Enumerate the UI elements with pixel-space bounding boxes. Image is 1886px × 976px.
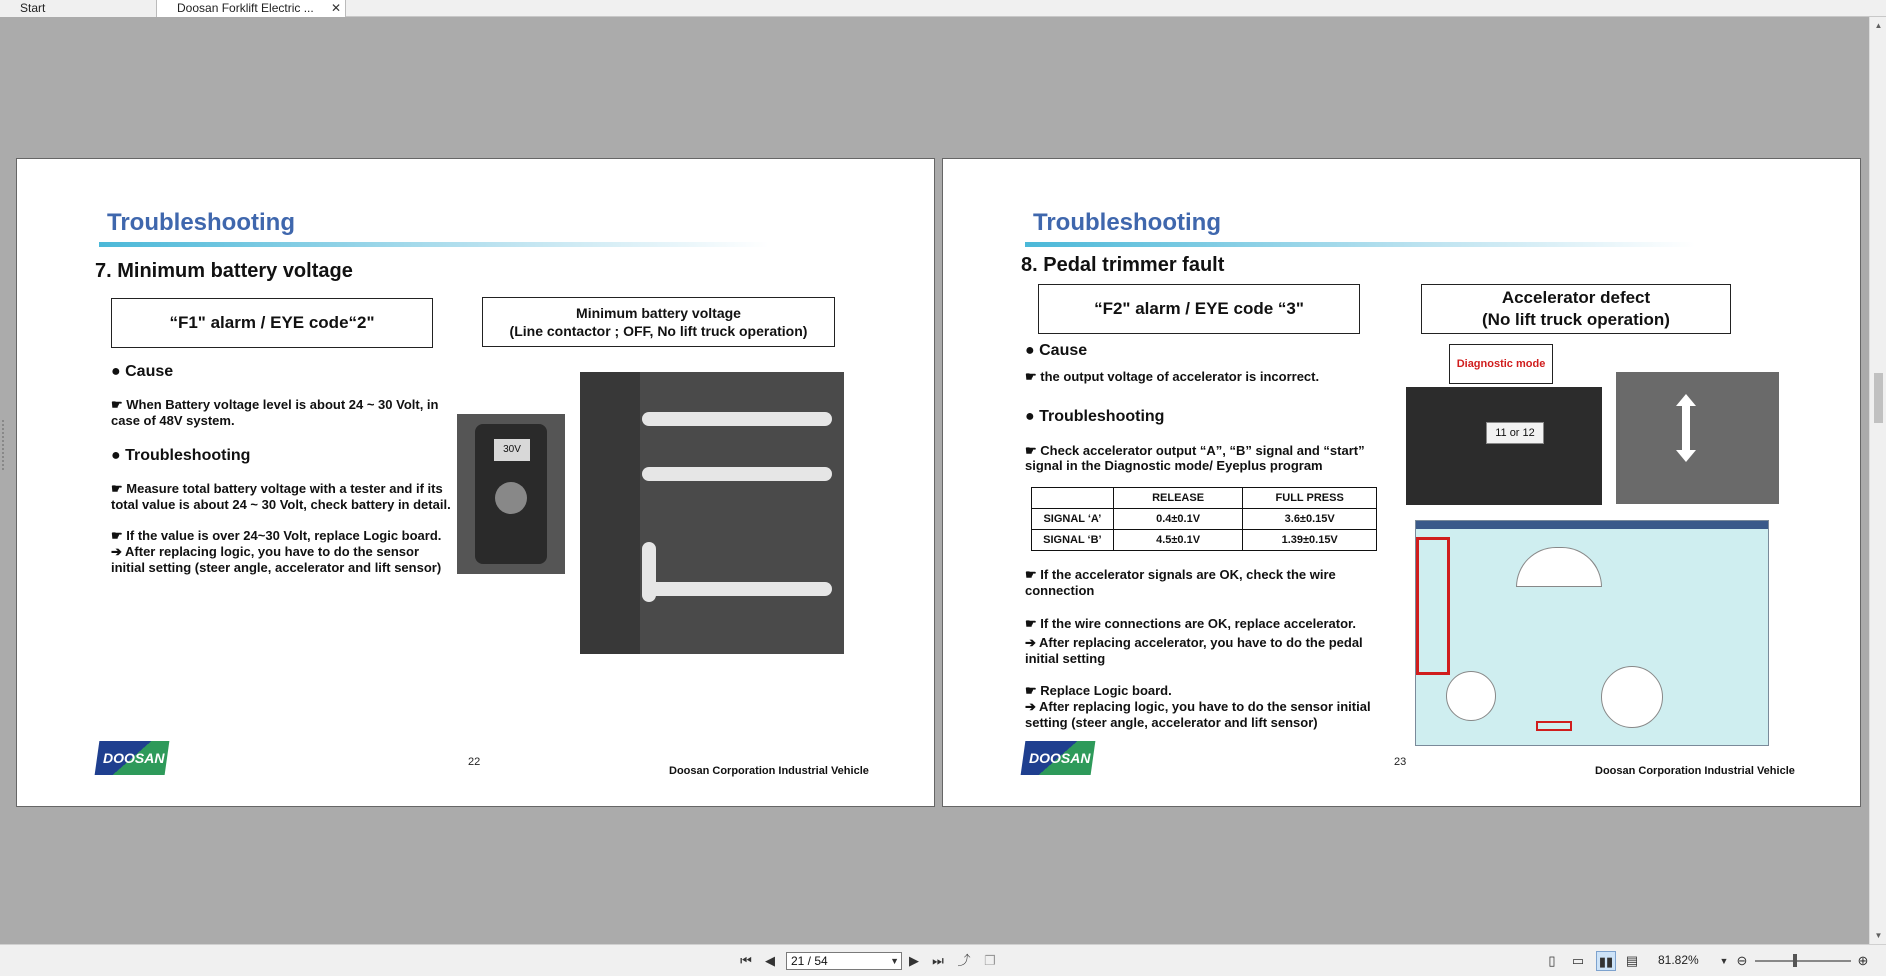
trouble-text-1b: total value is about 24 ~ 30 Volt, check battery in detail.: [111, 497, 451, 512]
rotate-icon[interactable]: ⤴: [957, 953, 971, 968]
signal-table: [1031, 487, 1377, 551]
doosan-logo: DOOSAN: [97, 741, 167, 775]
page-number-input[interactable]: [786, 952, 902, 970]
fault-info-line1: Minimum battery voltage: [576, 305, 741, 321]
trouble-text-1b: signal in the Diagnostic mode/ Eyeplus program: [1025, 458, 1323, 473]
page-indicator-text: 21 / 54: [791, 954, 828, 968]
trouble-text-1a: ☛ Check accelerator output “A”, “B” signal and “start”: [1025, 443, 1365, 458]
fault-info-line2: (No lift truck operation): [1482, 310, 1670, 329]
table-row: [1032, 509, 1377, 530]
battery-photo: [580, 372, 844, 654]
cause-heading: ● Cause: [1025, 342, 1088, 359]
table-cell: 4.5±0.1V: [1113, 530, 1243, 551]
battery-strap: [642, 582, 832, 596]
table-cell: SIGNAL ‘A’: [1032, 509, 1114, 530]
alarm-code-box: [1038, 284, 1360, 334]
copy-icon[interactable]: ❐: [984, 953, 996, 968]
rpm-gauge: [1601, 666, 1663, 728]
next-page-icon[interactable]: ▶: [909, 953, 919, 968]
fault-info-box: [1421, 284, 1731, 334]
fault-info-line1: Accelerator defect: [1501, 288, 1651, 307]
continuous-view-icon[interactable]: ▭: [1571, 953, 1585, 968]
table-cell: 0.4±0.1V: [1113, 509, 1243, 530]
scroll-up-icon[interactable]: ▲: [1874, 21, 1883, 30]
title-underline: [1025, 242, 1695, 247]
table-header-row: [1032, 488, 1377, 509]
trouble-text-2a: ☛ If the value is over 24~30 Volt, replace Logic board.: [111, 528, 442, 543]
table-cell: 1.39±0.15V: [1243, 530, 1377, 551]
battery-strap: [642, 467, 832, 481]
arrow-up-icon: [1676, 394, 1696, 406]
zoom-in-icon[interactable]: ⊕: [1857, 953, 1869, 968]
table-header: FULL PRESS: [1243, 488, 1377, 509]
cause-text-2: case of 48V system.: [111, 413, 235, 428]
multimeter-display: 30V: [494, 439, 530, 461]
tab-start-label: Start: [20, 1, 46, 15]
zoom-level: 81.82%: [1658, 953, 1699, 967]
cause-heading: ● Cause: [111, 363, 174, 380]
splitter-handle[interactable]: [2, 420, 6, 470]
trouble-text-1a: ☛ Measure total battery voltage with a tester and if its: [111, 481, 443, 496]
table-cell: SIGNAL ‘B’: [1032, 530, 1114, 551]
program-titlebar: [1416, 521, 1769, 529]
battery-strap: [642, 412, 832, 426]
battery-shadow: [580, 372, 640, 654]
pedal-arrow-icon: [1682, 402, 1690, 452]
multimeter-dial: [495, 482, 527, 514]
step-text-4b: ➔ After replacing logic, you have to do the sensor initial: [1025, 699, 1371, 714]
page-title: Troubleshooting: [107, 209, 295, 236]
step-text-2a: ☛ If the accelerator signals are OK, check the wire: [1025, 567, 1336, 582]
doosan-logo: DOOSAN: [1023, 741, 1093, 775]
multimeter-photo: [457, 414, 565, 574]
speed-gauge: [1446, 671, 1496, 721]
step-text-3c: initial setting: [1025, 651, 1106, 666]
diagnostic-mode-label: Diagnostic mode: [1449, 344, 1553, 384]
two-page-view-icon[interactable]: ▮▮: [1596, 951, 1616, 971]
table-header: [1032, 488, 1114, 509]
page-number: 22: [468, 756, 481, 768]
trouble-text-2c: initial setting (steer angle, accelerator and lift sensor): [111, 560, 442, 575]
pedal-photo: [1616, 372, 1779, 504]
section-title: 8. Pedal trimmer fault: [1021, 254, 1225, 276]
first-page-icon[interactable]: ⏮: [740, 953, 752, 968]
page-number: 23: [1394, 756, 1407, 768]
close-icon[interactable]: ✕: [330, 1, 341, 15]
previous-page-icon[interactable]: ◀: [765, 953, 775, 968]
fault-info-box: [482, 297, 835, 347]
vertical-scrollbar[interactable]: [1869, 17, 1886, 944]
zoom-dropdown-icon[interactable]: ▼: [1719, 956, 1729, 966]
scroll-down-icon[interactable]: ▼: [1874, 931, 1883, 940]
alarm-code-text: “F1" alarm / EYE code“2": [169, 313, 375, 332]
eyeplus-program-screenshot: [1415, 520, 1769, 746]
display-panel-text: 11 or 12: [1486, 422, 1544, 444]
current-gauge: [1516, 547, 1602, 587]
step-text-3b: ➔ After replacing accelerator, you have to do the pedal: [1025, 635, 1363, 650]
chevron-down-icon[interactable]: ▼: [890, 956, 899, 966]
pedal-gauge-highlight: [1416, 537, 1450, 675]
step-text-2b: connection: [1025, 583, 1095, 598]
title-underline: [99, 242, 769, 247]
display-panel-photo: [1406, 387, 1602, 505]
zoom-slider[interactable]: [1755, 960, 1851, 962]
step-text-3a: ☛ If the wire connections are OK, replace accelerator.: [1025, 616, 1357, 631]
trouble-text-2b: ➔ After replacing logic, you have to do the sensor: [111, 544, 420, 559]
table-cell: 3.6±0.15V: [1243, 509, 1377, 530]
troubleshooting-heading: ● Troubleshooting: [1025, 408, 1165, 425]
tab-bar: [0, 0, 1886, 17]
tab-document-label: Doosan Forklift Electric ...: [177, 1, 314, 15]
navigation-toolbar: [0, 944, 1886, 976]
two-page-continuous-icon[interactable]: ▤: [1625, 953, 1639, 968]
zoom-slider-knob[interactable]: [1793, 954, 1797, 967]
scroll-thumb[interactable]: [1874, 373, 1883, 423]
troubleshooting-heading: ● Troubleshooting: [111, 447, 251, 464]
cause-text-1: ☛ When Battery voltage level is about 24 ~ 30 Volt, in: [111, 397, 439, 412]
fault-info-line2: (Line contactor ; OFF, No lift truck operation): [509, 323, 808, 339]
page-title: Troubleshooting: [1033, 209, 1221, 236]
table-header: RELEASE: [1113, 488, 1243, 509]
last-page-icon[interactable]: ⏭: [932, 953, 944, 968]
arrow-down-icon: [1676, 450, 1696, 462]
zoom-out-icon[interactable]: ⊖: [1736, 953, 1748, 968]
document-page-22: [16, 158, 935, 807]
page-footer: Doosan Corporation Industrial Vehicle: [1595, 765, 1795, 777]
cause-text: ☛ the output voltage of accelerator is incorrect.: [1025, 369, 1320, 384]
page-footer: Doosan Corporation Industrial Vehicle: [669, 765, 869, 777]
tab-document[interactable]: [156, 0, 346, 17]
step-text-4c: setting (steer angle, accelerator and lift sensor): [1025, 715, 1318, 730]
table-row: [1032, 530, 1377, 551]
single-page-view-icon[interactable]: ▯: [1548, 953, 1556, 968]
alarm-code-box: [111, 298, 433, 348]
document-page-23: [942, 158, 1861, 807]
status-highlight: [1536, 721, 1572, 731]
section-title: 7. Minimum battery voltage: [95, 260, 353, 282]
step-text-4a: ☛ Replace Logic board.: [1025, 683, 1172, 698]
tab-start[interactable]: [0, 0, 156, 17]
alarm-code-text: “F2" alarm / EYE code “3": [1094, 299, 1304, 318]
